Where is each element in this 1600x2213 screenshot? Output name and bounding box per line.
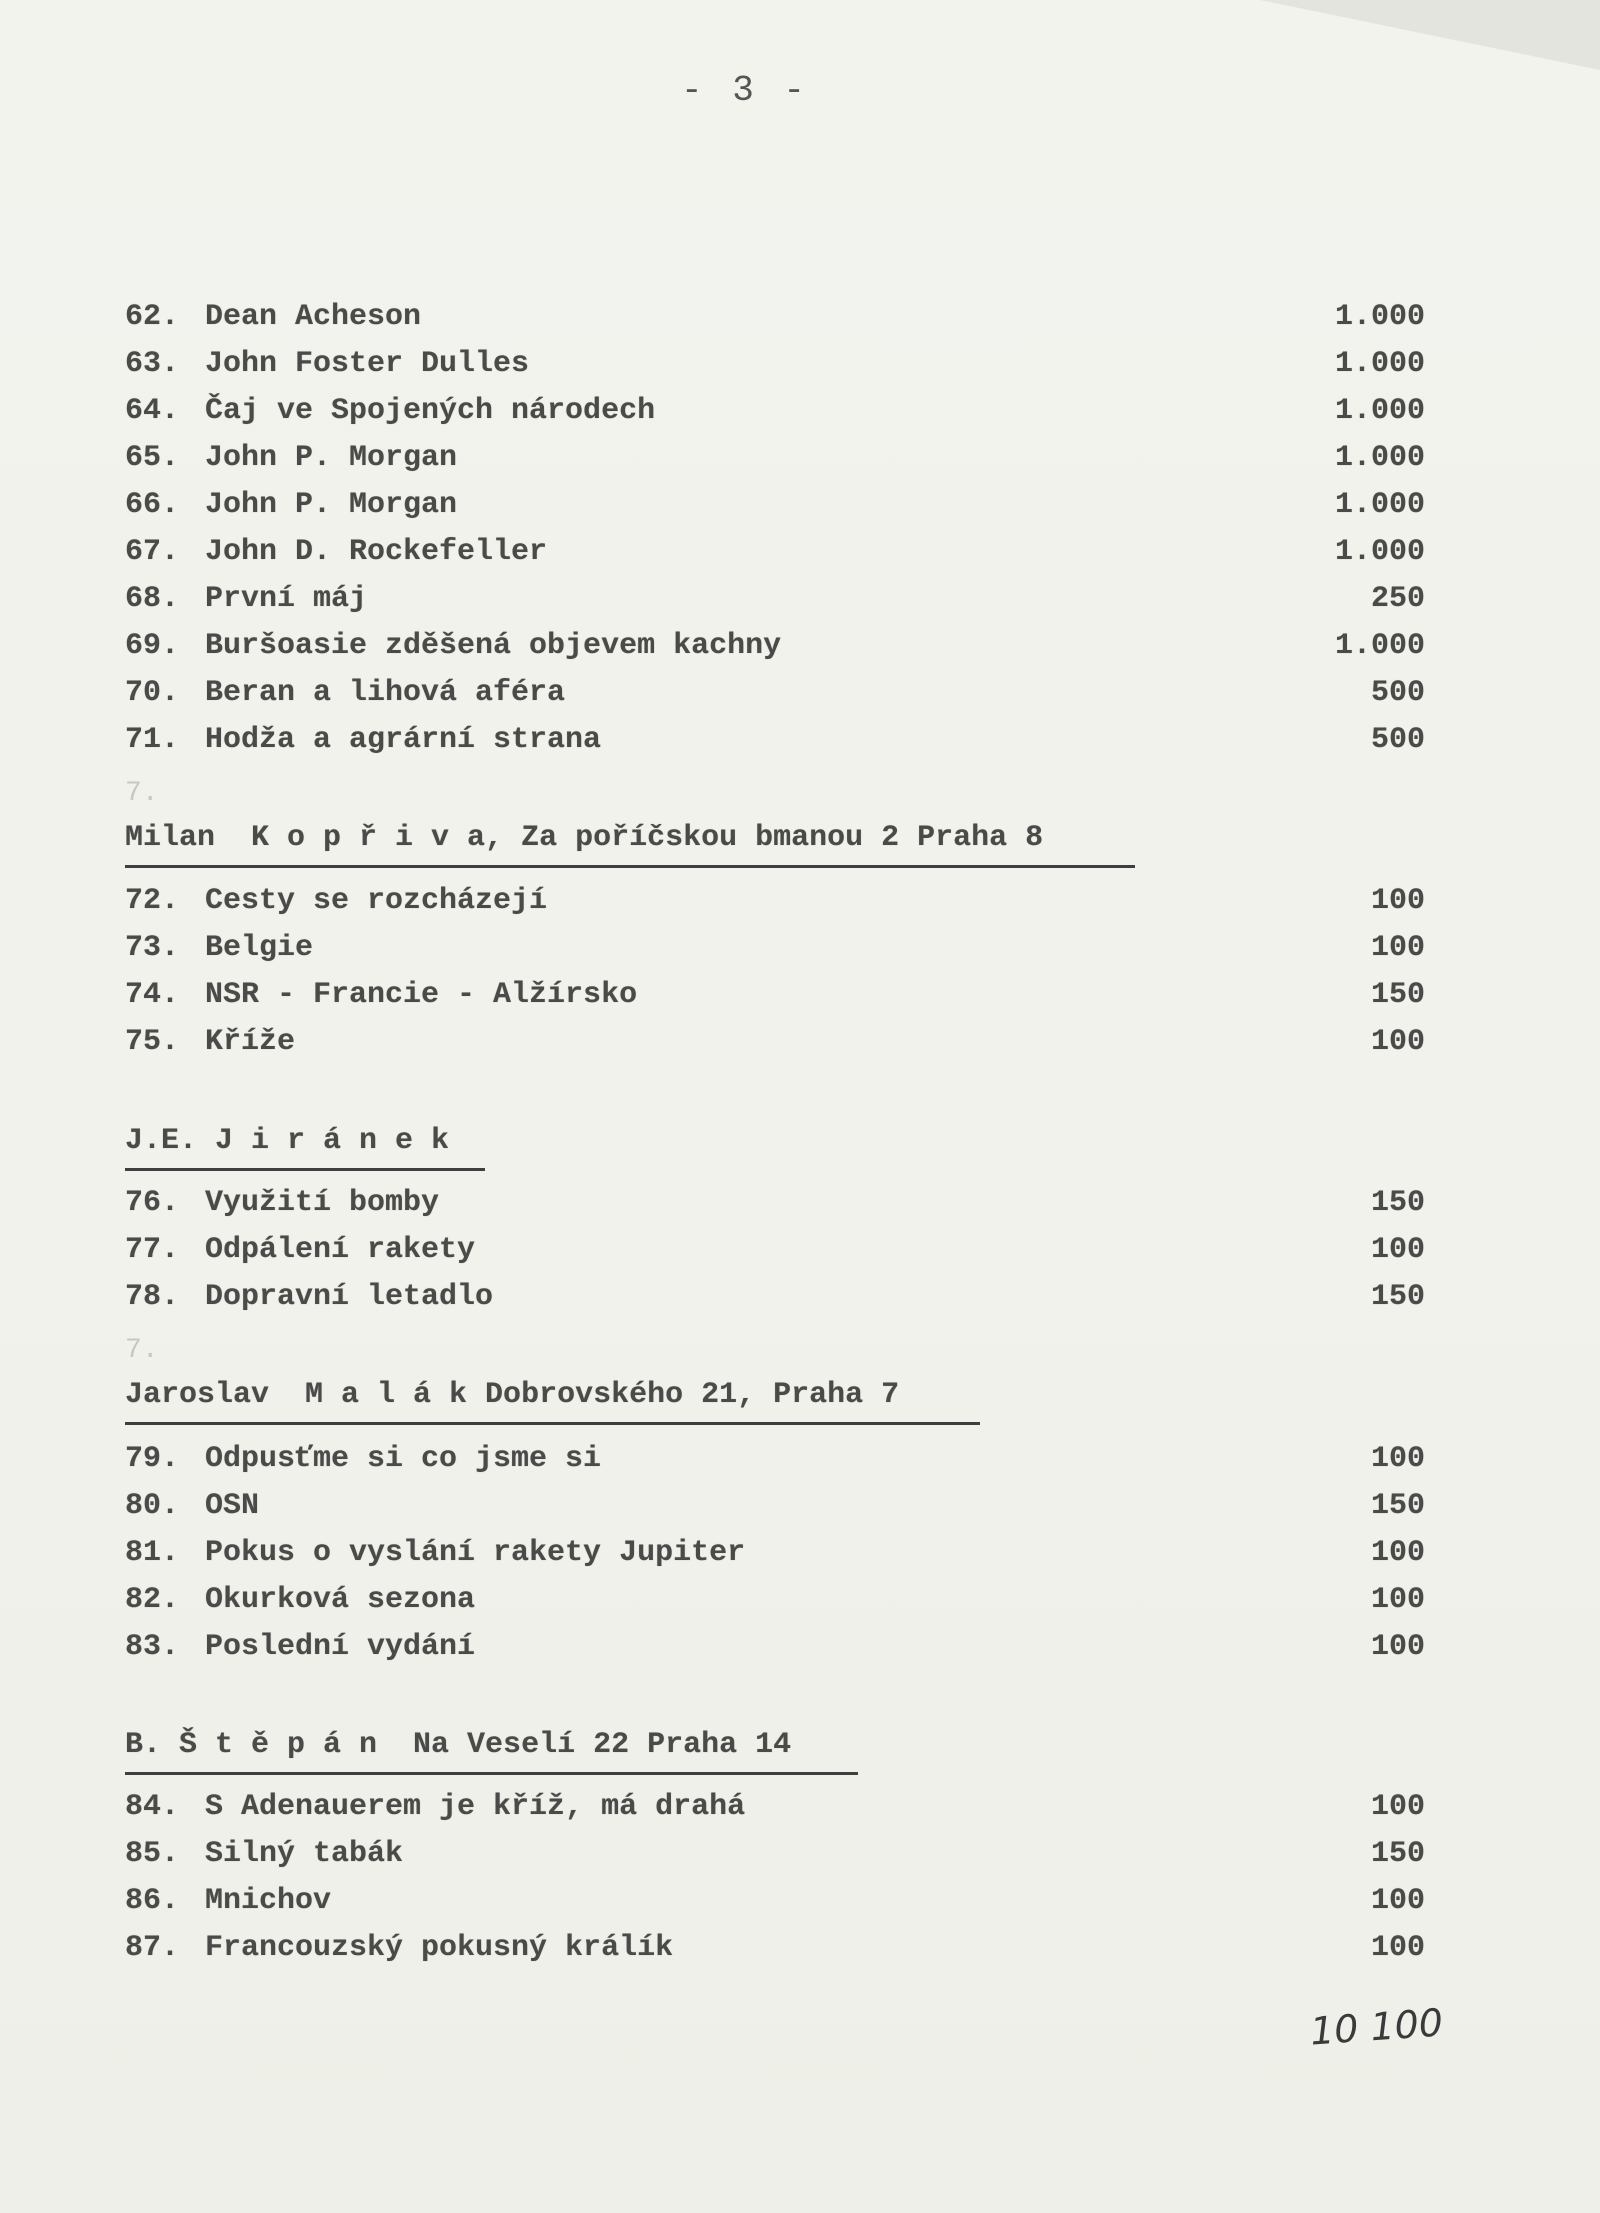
list-item: 77. Odpálení rakety 100	[125, 1233, 1425, 1267]
list-item: 78. Dopravní letadlo 150	[125, 1280, 1425, 1314]
list-item: 75. Kříže 100	[125, 1025, 1425, 1059]
list-item: 68. První máj 250	[125, 582, 1425, 616]
list-item: 64. Čaj ve Spojených národech 1.000	[125, 394, 1425, 428]
handwritten-total: 10 100	[1308, 2000, 1445, 2054]
list-item: 67. John D. Rockefeller 1.000	[125, 535, 1425, 569]
list-item: 66. John P. Morgan 1.000	[125, 488, 1425, 522]
section-heading: Jaroslav M a l á k Dobrovského 21, Praha 7	[125, 1372, 980, 1425]
folded-corner	[1260, 0, 1600, 70]
list-item: 65. John P. Morgan 1.000	[125, 441, 1425, 475]
list-item: 73. Belgie 100	[125, 931, 1425, 965]
section-heading: J.E. J i r á n e k	[125, 1118, 485, 1171]
stray-mark: 7.	[125, 778, 159, 809]
list-item: 70. Beran a lihová aféra 500	[125, 676, 1425, 710]
section-heading: B. Š t ě p á n Na Veselí 22 Praha 14	[125, 1722, 858, 1775]
list-item: 69. Buršoasie zděšená objevem kachny 1.000	[125, 629, 1425, 663]
list-item: 82. Okurková sezona 100	[125, 1583, 1425, 1617]
list-item: 84. S Adenauerem je kříž, má drahá 100	[125, 1790, 1425, 1824]
list-item: 86. Mnichov 100	[125, 1884, 1425, 1918]
list-item: 63. John Foster Dulles 1.000	[125, 347, 1425, 381]
list-item: 81. Pokus o vyslání rakety Jupiter 100	[125, 1536, 1425, 1570]
page-number: - 3 -	[680, 70, 810, 111]
list-item: 74. NSR - Francie - Alžírsko 150	[125, 978, 1425, 1012]
list-item: 79. Odpusťme si co jsme si 100	[125, 1442, 1425, 1476]
list-item: 85. Silný tabák 150	[125, 1837, 1425, 1871]
list-item: 83. Poslední vydání 100	[125, 1630, 1425, 1664]
list-item: 80. OSN 150	[125, 1489, 1425, 1523]
stray-mark: 7.	[125, 1335, 159, 1366]
list-item: 76. Využití bomby 150	[125, 1186, 1425, 1220]
section-heading: Milan K o p ř i v a, Za poříčskou bmanou 2 Praha 8	[125, 815, 1135, 868]
list-item: 87. Francouzský pokusný králík 100	[125, 1931, 1425, 1965]
list-item: 71. Hodža a agrární strana 500	[125, 723, 1425, 757]
list-item: 72. Cesty se rozcházejí 100	[125, 884, 1425, 918]
list-item: 62. Dean Acheson 1.000	[125, 300, 1425, 334]
